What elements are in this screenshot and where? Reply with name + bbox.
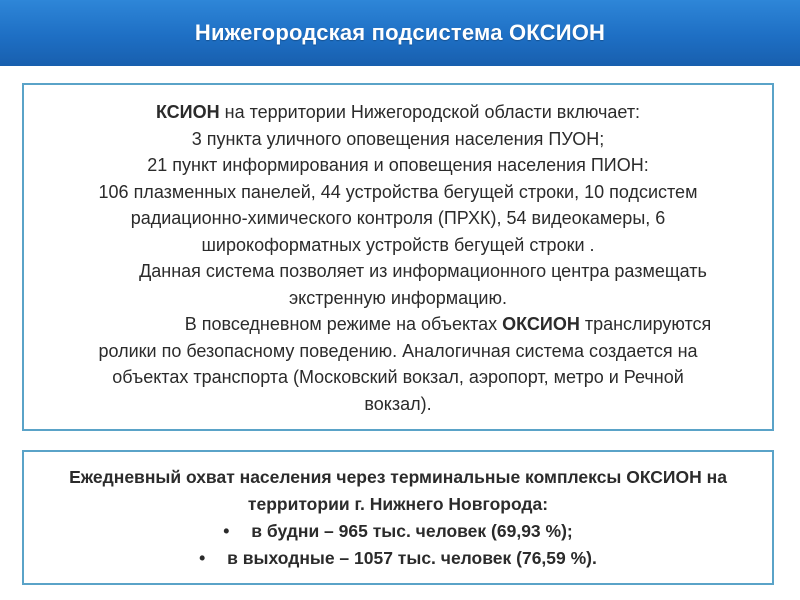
page-title: Нижегородская подсистема ОКСИОН	[194, 20, 606, 45]
text-line: экстренную информацию.	[289, 287, 507, 308]
bullet-icon: •	[199, 548, 206, 568]
list-item	[34, 518, 762, 545]
stats-heading-line: территории г. Нижнего Новгорода:	[247, 494, 549, 514]
weekday-coverage: в будни – 965 тыс. человек (69,93 %);	[251, 521, 573, 541]
ksion-term: КСИОН	[155, 102, 220, 122]
text-fragment: В повседневном режиме на объектах	[184, 314, 503, 334]
text-line: 106 плазменных панелей, 44 устройства бегущей строки, 10 подсистем	[98, 181, 698, 202]
description-text	[36, 99, 760, 417]
text-line	[36, 99, 760, 126]
text-line	[36, 311, 760, 338]
stats-text	[34, 464, 762, 572]
text-line: вокзал).	[364, 393, 432, 414]
weekend-coverage: в выходные – 1057 тыс. человек (76,59 %).	[227, 548, 597, 568]
list-item	[34, 545, 762, 572]
text-line: Данная система позволяет из информационного центра размещать	[139, 261, 707, 281]
stats-heading-line: Ежедневный охват населения через терминальные комплексы ОКСИОН на	[69, 467, 727, 487]
text-line: радиационно-химического контроля (ПРХК), 54 видеокамеры, 6	[130, 208, 666, 228]
stats-box	[22, 450, 774, 585]
bullet-icon: •	[223, 521, 230, 541]
text-line: 3 пункта уличного оповещения населения ПУОН;	[191, 128, 605, 149]
text-line: 21 пункт информирования и оповещения населения ПИОН:	[147, 155, 649, 175]
title-bar	[0, 0, 800, 66]
description-box	[22, 83, 774, 431]
text-line: широкоформатных устройств бегущей строки .	[201, 234, 595, 255]
oksion-term: ОКСИОН	[502, 314, 580, 334]
text-line: ролики по безопасному поведению. Аналогичная система создается на	[98, 340, 698, 361]
text-fragment: транслируются	[579, 314, 712, 334]
text-fragment: на территории Нижегородской области включает:	[219, 102, 641, 122]
text-line: объектах транспорта (Московский вокзал, аэропорт, метро и Речной	[112, 367, 684, 387]
